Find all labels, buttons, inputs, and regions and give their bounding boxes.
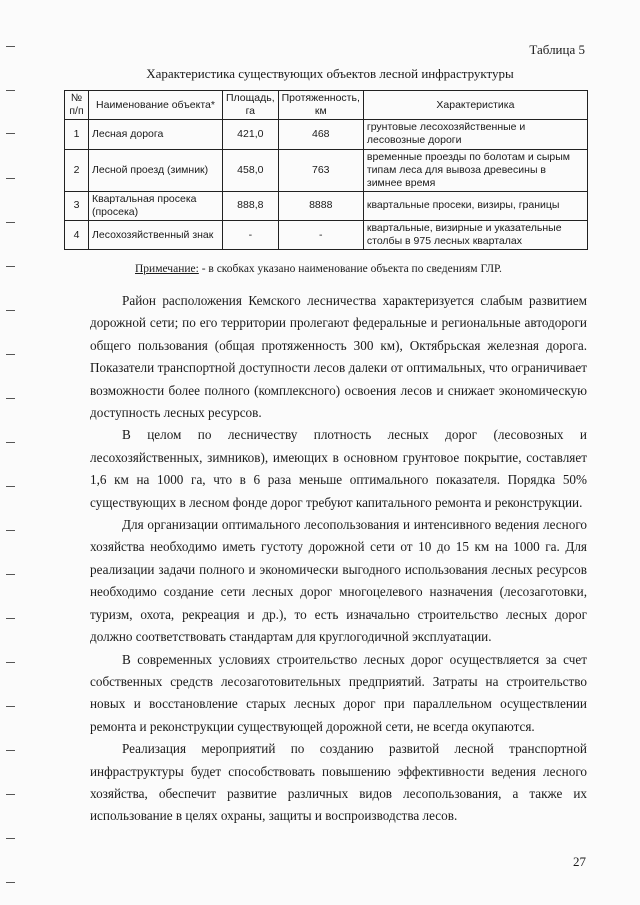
table-row: [65, 149, 588, 191]
cell-num: 3: [65, 191, 89, 220]
note-label: Примечание:: [135, 263, 199, 275]
header-num: № п/п: [65, 91, 89, 120]
table-note: [135, 263, 502, 275]
cell-name: Лесной проезд (зимник): [89, 149, 223, 191]
cell-length: 468: [278, 120, 363, 149]
cell-num: 1: [65, 120, 89, 149]
cell-area: 458,0: [223, 149, 279, 191]
body-text: [90, 290, 587, 828]
cell-area: 888,8: [223, 191, 279, 220]
paragraph: Для организации оптимального лесопользования и интенсивного ведения лесного хозяйства необходимо иметь густоту дорожной сети от 10 до 15 км на 1000 га. Для реализации задачи полного и экономически выгодного использования лесных ресурсов необходимо создание сети лесных дорог многоцелевого назначения (лесозаготовки, туризм, охота, рекреация и др.), то есть изначально строительство лесных дорог должно соответствовать стандартам для круглогодичной эксплуатации.: [90, 517, 587, 645]
table-title: Характеристика существующих объектов лесной инфраструктуры: [146, 66, 514, 81]
cell-length: -: [278, 221, 363, 250]
cell-description: грунтовые лесохозяйственные и лесовозные дороги: [363, 120, 587, 149]
table-number: Таблица 5: [529, 42, 585, 57]
paragraph: Реализация мероприятий по созданию развитой лесной транспортной инфраструктуры будет способствовать повышению эффективности ведения лесного хозяйства, обеспечит развитие различных видов лесопользования, а также их использование в целях охраны, защиты и воспроизводства лесов.: [90, 741, 587, 824]
cell-description: квартальные просеки, визиры, границы: [363, 191, 587, 220]
header-description: Характеристика: [363, 91, 587, 120]
cell-length: 8888: [278, 191, 363, 220]
note-text: - в скобках указано наименование объекта по сведениям ГЛР.: [198, 263, 502, 275]
table-header-row: [65, 91, 588, 120]
cell-description: квартальные, визирные и указательные столбы в 975 лесных кварталах: [363, 221, 587, 250]
cell-area: -: [223, 221, 279, 250]
binding-margin-marks: [6, 0, 18, 905]
table-row: [65, 221, 588, 250]
infrastructure-table: [64, 90, 588, 250]
cell-name: Квартальная просека (просека): [89, 191, 223, 220]
cell-description: временные проезды по болотам и сырым типам леса для вывоза древесины в зимнее время: [363, 149, 587, 191]
cell-num: 4: [65, 221, 89, 250]
header-area: Площадь, га: [223, 91, 279, 120]
page-number: 27: [573, 854, 586, 869]
paragraph: В целом по лесничеству плотность лесных дорог (лесовозных и лесохозяйственных, зимников), имеющих в основном грунтовое покрытие, составляет 1,6 км на 1000 га, что в 6 раза меньше оптимального показателя. Порядка 50% существующих в лесном фонде дорог требуют капитального ремонта и реконструкции.: [90, 427, 587, 510]
header-name: Наименование объекта*: [89, 91, 223, 120]
header-length: Протяженность, км: [278, 91, 363, 120]
cell-length: 763: [278, 149, 363, 191]
paragraph: В современных условиях строительство лесных дорог осуществляется за счет собственных средств лесозаготовительных предприятий. Затраты на строительство новых и восстановление старых лесных дорог при параллельном осуществлении ремонта и реконструкции существующей дорожной сети, не всегда окупаются.: [90, 651, 587, 734]
paragraph: Район расположения Кемского лесничества характеризуется слабым развитием дорожной сети; по его территории пролегают федеральные и региональные автодороги общего пользования (общая протяженность 300 км), Октябрьская железная дорога. Показатели транспортной доступности лесов далеки от оптимальных, что ограничивает возможности более полного (комплексного) освоения лесов и снижает экономическую доступность лесных ресурсов.: [90, 293, 587, 421]
table-row: [65, 120, 588, 149]
cell-name: Лесная дорога: [89, 120, 223, 149]
cell-num: 2: [65, 149, 89, 191]
cell-area: 421,0: [223, 120, 279, 149]
table-row: [65, 191, 588, 220]
cell-name: Лесохозяйственный знак: [89, 221, 223, 250]
